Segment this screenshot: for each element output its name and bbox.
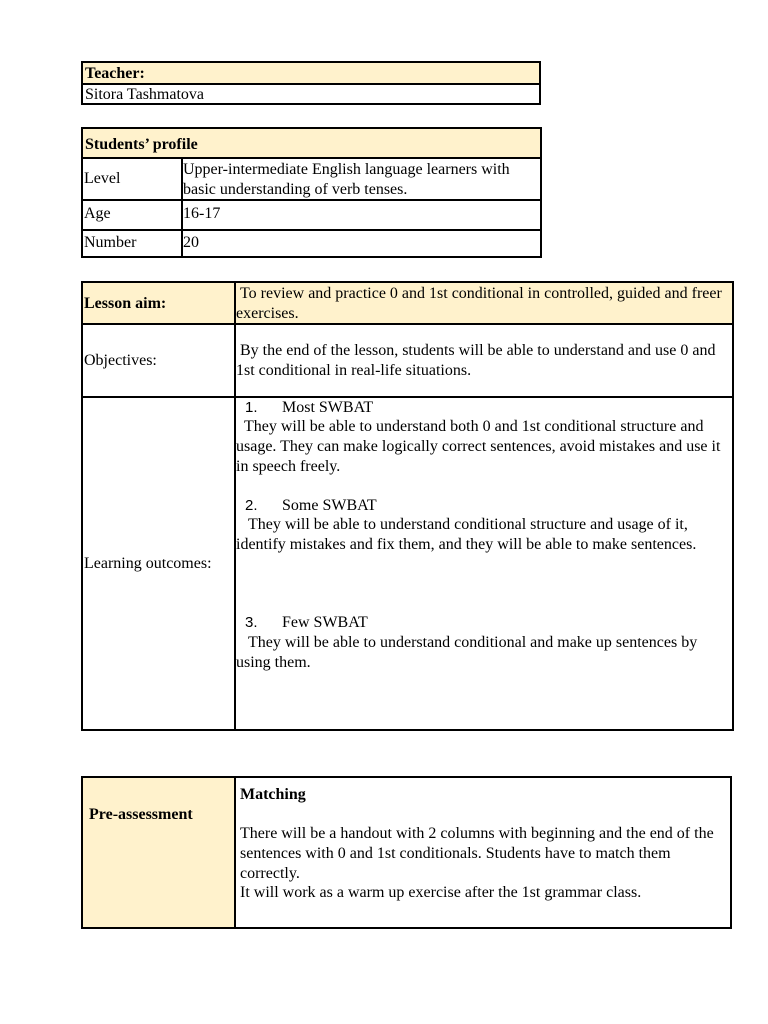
outcome-2-number: 2. [245,497,258,514]
preassessment-text: There will be a handout with 2 columns with beginning and the end of the sentences with 0 and 1st conditionals. Students have to match them correctly. [240,825,714,882]
outcome-1-text: They will be able to understand both 0 and 1st conditional structure and usage. They can make logically correct sentences, avoid mistakes and use it in speech freely. [236,418,721,475]
divider [83,157,540,159]
preassessment-title: Matching [240,786,306,803]
divider [83,396,732,398]
age-label: Age [84,205,111,222]
divider [234,778,236,927]
outcomes-label: Learning outcomes: [84,555,212,572]
aim-label: Lesson aim: [84,295,167,312]
outcome-1-title: Most SWBAT [282,399,374,416]
level-value: Upper-intermediate English language learners with basic understanding of verb tenses. [183,161,510,198]
outcome-3-title: Few SWBAT [282,614,368,631]
level-label: Level [84,170,121,187]
outcome-1-number: 1. [245,399,258,416]
profile-table [81,127,542,258]
preassessment-note: It will work as a warm up exercise after the 1st grammar class. [240,884,642,901]
objectives-label: Objectives: [84,352,157,369]
objectives-text: By the end of the lesson, students will be able to understand and use 0 and 1st conditional in real-life situations. [236,342,716,379]
number-label: Number [84,234,137,251]
profile-header: Students’ profile [85,136,198,153]
preassessment-table [81,776,732,929]
aim-text: To review and practice 0 and 1st conditional in controlled, guided and freer exercises. [236,285,722,322]
teacher-table [81,61,541,105]
teacher-name: Sitora Tashmatova [85,86,205,103]
outcome-2-title: Some SWBAT [282,497,377,514]
divider [83,229,540,231]
outcome-2-text: They will be able to understand conditional structure and usage of it, identify mistakes and fix them, and they will be able to make sentences. [236,516,697,553]
number-value: 20 [183,234,199,251]
teacher-header-cell [83,63,539,83]
outcome-3-number: 3. [245,614,258,631]
outcome-3-text: They will be able to understand conditional and make up sentences by using them. [236,634,698,671]
preassessment-label: Pre-assessment [89,806,193,823]
teacher-header: Teacher: [85,65,145,82]
lesson-table [81,281,734,731]
preassessment-label-cell [83,778,234,927]
age-value: 16-17 [183,205,221,222]
